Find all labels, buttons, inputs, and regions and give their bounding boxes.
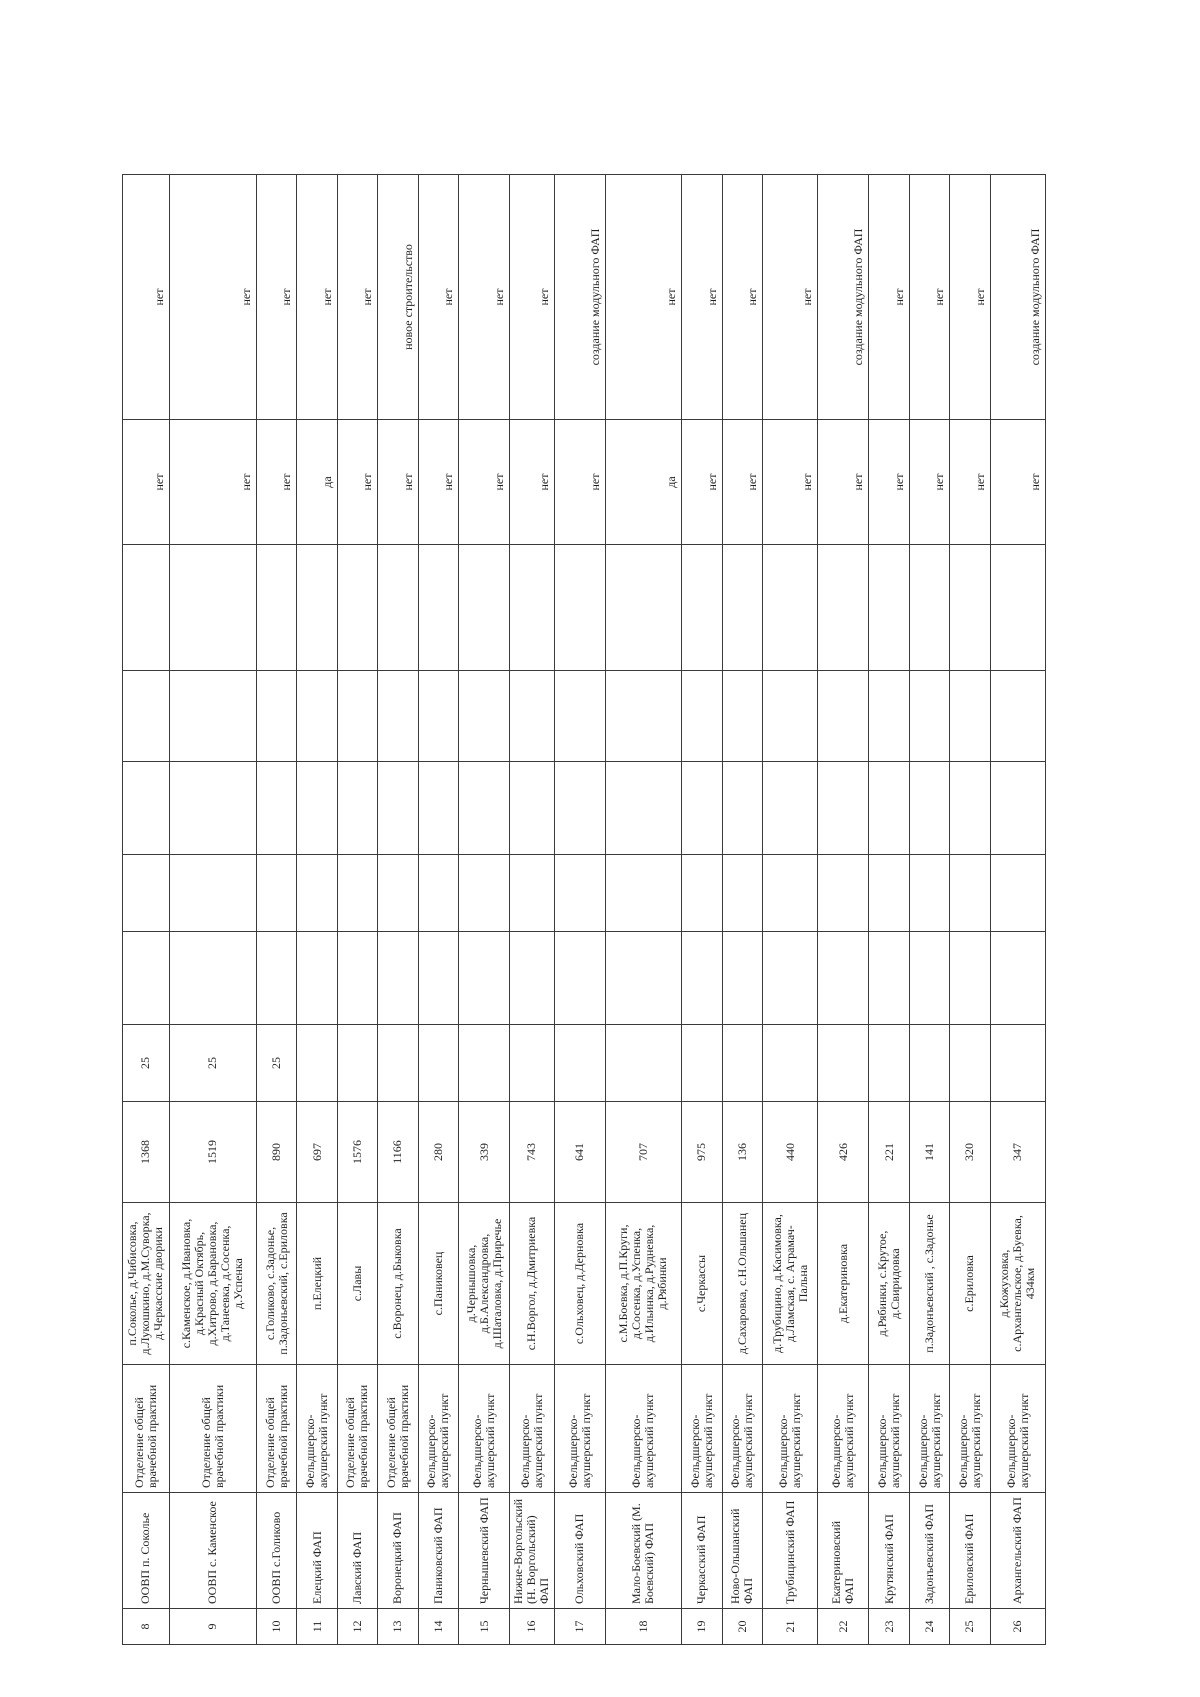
unit-type: Отделение общей врачебной практики bbox=[169, 1365, 256, 1493]
empty-cell bbox=[605, 762, 682, 855]
modernization-plan: создание модульного ФАП bbox=[990, 175, 1045, 420]
empty-cell bbox=[337, 855, 377, 932]
modernization-plan: нет bbox=[869, 175, 909, 420]
row-number: 26 bbox=[990, 1609, 1045, 1645]
status-flag: нет bbox=[378, 420, 418, 545]
beds-count bbox=[682, 1025, 722, 1102]
facility-name: Елецкий ФАП bbox=[297, 1493, 337, 1609]
empty-cell bbox=[510, 932, 555, 1025]
empty-cell bbox=[123, 545, 170, 671]
table-body bbox=[123, 175, 1046, 1645]
population-count: 347 bbox=[990, 1102, 1045, 1203]
row-number: 21 bbox=[763, 1609, 818, 1645]
table-row bbox=[722, 175, 762, 1645]
empty-cell bbox=[869, 855, 909, 932]
facility-name: Воронецкий ФАП bbox=[378, 1493, 418, 1609]
empty-cell bbox=[763, 932, 818, 1025]
beds-count bbox=[869, 1025, 909, 1102]
beds-count bbox=[378, 1025, 418, 1102]
facility-name: Ольховский ФАП bbox=[554, 1493, 605, 1609]
table-row bbox=[990, 175, 1045, 1645]
served-settlements: д.Чернышовка, д.Б.Александровка, д.Шаталовка, д.Приречье bbox=[459, 1203, 510, 1365]
empty-cell bbox=[378, 762, 418, 855]
empty-cell bbox=[818, 545, 869, 671]
unit-type: Фельдшерско-акушерский пункт bbox=[950, 1365, 990, 1493]
beds-count: 25 bbox=[123, 1025, 170, 1102]
empty-cell bbox=[818, 855, 869, 932]
unit-type: Фельдшерско-акушерский пункт bbox=[909, 1365, 949, 1493]
empty-cell bbox=[909, 545, 949, 671]
served-settlements: п.Задонъевский , с.Задонье bbox=[909, 1203, 949, 1365]
facility-name: Крутянский ФАП bbox=[869, 1493, 909, 1609]
served-settlements: д.Сахаровка, с.Н.Ольшанец bbox=[722, 1203, 762, 1365]
status-flag: нет bbox=[763, 420, 818, 545]
population-count: 890 bbox=[256, 1102, 296, 1203]
served-settlements: п.Елецкий bbox=[297, 1203, 337, 1365]
row-number: 23 bbox=[869, 1609, 909, 1645]
beds-count bbox=[459, 1025, 510, 1102]
unit-type: Отделение общей врачебной практики bbox=[123, 1365, 170, 1493]
facilities-table bbox=[122, 174, 1046, 1645]
status-flag: нет bbox=[123, 420, 170, 545]
empty-cell bbox=[418, 855, 458, 932]
row-number: 11 bbox=[297, 1609, 337, 1645]
population-count: 1519 bbox=[169, 1102, 256, 1203]
row-number: 22 bbox=[818, 1609, 869, 1645]
table-row bbox=[256, 175, 296, 1645]
facility-name: Чернышевский ФАП bbox=[459, 1493, 510, 1609]
facility-name: Нижне-Воргольский (Н. Воргольский) ФАП bbox=[510, 1493, 555, 1609]
empty-cell bbox=[869, 932, 909, 1025]
modernization-plan: нет bbox=[909, 175, 949, 420]
modernization-plan: нет bbox=[605, 175, 682, 420]
unit-type: Фельдшерско-акушерский пункт bbox=[990, 1365, 1045, 1493]
unit-type: Фельдшерско-акушерский пункт bbox=[418, 1365, 458, 1493]
empty-cell bbox=[169, 671, 256, 762]
row-number: 13 bbox=[378, 1609, 418, 1645]
empty-cell bbox=[123, 671, 170, 762]
beds-count bbox=[990, 1025, 1045, 1102]
empty-cell bbox=[459, 762, 510, 855]
facility-name: Паниковский ФАП bbox=[418, 1493, 458, 1609]
population-count: 1368 bbox=[123, 1102, 170, 1203]
empty-cell bbox=[818, 932, 869, 1025]
empty-cell bbox=[605, 932, 682, 1025]
row-number: 20 bbox=[722, 1609, 762, 1645]
empty-cell bbox=[722, 762, 762, 855]
unit-type: Фельдшерско-акушерский пункт bbox=[818, 1365, 869, 1493]
empty-cell bbox=[297, 671, 337, 762]
row-number: 15 bbox=[459, 1609, 510, 1645]
table-row bbox=[459, 175, 510, 1645]
served-settlements: с.Ольховец, д.Дерновка bbox=[554, 1203, 605, 1365]
empty-cell bbox=[990, 671, 1045, 762]
table-row bbox=[869, 175, 909, 1645]
facility-name: Черкасский ФАП bbox=[682, 1493, 722, 1609]
modernization-plan: нет bbox=[337, 175, 377, 420]
modernization-plan: нет bbox=[459, 175, 510, 420]
empty-cell bbox=[950, 932, 990, 1025]
population-count: 136 bbox=[722, 1102, 762, 1203]
population-count: 339 bbox=[459, 1102, 510, 1203]
empty-cell bbox=[869, 545, 909, 671]
empty-cell bbox=[682, 545, 722, 671]
empty-cell bbox=[763, 671, 818, 762]
empty-cell bbox=[554, 671, 605, 762]
table-row bbox=[909, 175, 949, 1645]
empty-cell bbox=[510, 671, 555, 762]
row-number: 25 bbox=[950, 1609, 990, 1645]
unit-type: Отделение общей врачебной практики bbox=[378, 1365, 418, 1493]
beds-count bbox=[337, 1025, 377, 1102]
empty-cell bbox=[256, 671, 296, 762]
served-settlements: с.Воронец, д.Быковка bbox=[378, 1203, 418, 1365]
beds-count bbox=[909, 1025, 949, 1102]
beds-count: 25 bbox=[256, 1025, 296, 1102]
unit-type: Фельдшерско-акушерский пункт bbox=[459, 1365, 510, 1493]
served-settlements: с.Черкассы bbox=[682, 1203, 722, 1365]
empty-cell bbox=[256, 545, 296, 671]
population-count: 280 bbox=[418, 1102, 458, 1203]
row-number: 14 bbox=[418, 1609, 458, 1645]
table-row bbox=[510, 175, 555, 1645]
status-flag: нет bbox=[869, 420, 909, 545]
empty-cell bbox=[459, 855, 510, 932]
row-number: 10 bbox=[256, 1609, 296, 1645]
served-settlements: с.Голиково, с.Задонье, п.Задоньевский, с.Ериловка bbox=[256, 1203, 296, 1365]
empty-cell bbox=[682, 671, 722, 762]
empty-cell bbox=[554, 855, 605, 932]
modernization-plan: нет bbox=[418, 175, 458, 420]
served-settlements: с.Н.Воргол, д.Дмитриевка bbox=[510, 1203, 555, 1365]
empty-cell bbox=[169, 855, 256, 932]
status-flag: нет bbox=[554, 420, 605, 545]
modernization-plan: нет bbox=[123, 175, 170, 420]
table-row bbox=[818, 175, 869, 1645]
table-row bbox=[418, 175, 458, 1645]
facility-name: Задонъевский ФАП bbox=[909, 1493, 949, 1609]
empty-cell bbox=[605, 855, 682, 932]
beds-count bbox=[722, 1025, 762, 1102]
status-flag: нет bbox=[909, 420, 949, 545]
unit-type: Фельдшерско-акушерский пункт bbox=[763, 1365, 818, 1493]
served-settlements: п.Соколье, д.Чибисовка, д.Лукошкино, д.М.Суворка, д.Черкасские дворики bbox=[123, 1203, 170, 1365]
empty-cell bbox=[554, 762, 605, 855]
modernization-plan: нет bbox=[722, 175, 762, 420]
empty-cell bbox=[990, 855, 1045, 932]
table-row bbox=[763, 175, 818, 1645]
empty-cell bbox=[297, 932, 337, 1025]
empty-cell bbox=[950, 545, 990, 671]
empty-cell bbox=[950, 762, 990, 855]
empty-cell bbox=[337, 671, 377, 762]
empty-cell bbox=[990, 932, 1045, 1025]
served-settlements: с.Паниковец bbox=[418, 1203, 458, 1365]
population-count: 1166 bbox=[378, 1102, 418, 1203]
empty-cell bbox=[418, 932, 458, 1025]
empty-cell bbox=[554, 932, 605, 1025]
empty-cell bbox=[378, 545, 418, 671]
status-flag: нет bbox=[169, 420, 256, 545]
empty-cell bbox=[722, 545, 762, 671]
table-row bbox=[297, 175, 337, 1645]
row-number: 8 bbox=[123, 1609, 170, 1645]
empty-cell bbox=[990, 762, 1045, 855]
modernization-plan: нет bbox=[682, 175, 722, 420]
population-count: 221 bbox=[869, 1102, 909, 1203]
empty-cell bbox=[337, 932, 377, 1025]
empty-cell bbox=[722, 855, 762, 932]
empty-cell bbox=[869, 762, 909, 855]
status-flag: нет bbox=[990, 420, 1045, 545]
empty-cell bbox=[763, 855, 818, 932]
empty-cell bbox=[909, 855, 949, 932]
table-row bbox=[605, 175, 682, 1645]
unit-type: Фельдшерско-акушерский пункт bbox=[722, 1365, 762, 1493]
empty-cell bbox=[950, 855, 990, 932]
empty-cell bbox=[337, 545, 377, 671]
population-count: 697 bbox=[297, 1102, 337, 1203]
empty-cell bbox=[722, 671, 762, 762]
served-settlements: д.Рябинки, с.Крутое, д.Свиридовка bbox=[869, 1203, 909, 1365]
modernization-plan: нет bbox=[256, 175, 296, 420]
population-count: 743 bbox=[510, 1102, 555, 1203]
served-settlements: д.Кожуховка, с.Архангельское, д.Буевка, 434км bbox=[990, 1203, 1045, 1365]
population-count: 975 bbox=[682, 1102, 722, 1203]
empty-cell bbox=[123, 762, 170, 855]
modernization-plan: нет bbox=[763, 175, 818, 420]
facility-name: Екатериновский ФАП bbox=[818, 1493, 869, 1609]
empty-cell bbox=[605, 671, 682, 762]
served-settlements: с.М.Боевка, д.П.Круги, д.Сосенка, д.Успенка, д.Ильинка, д.Рудневка, д.Рябинки bbox=[605, 1203, 682, 1365]
served-settlements: д.Екатериновка bbox=[818, 1203, 869, 1365]
facility-name: ООВП п. Соколье bbox=[123, 1493, 170, 1609]
empty-cell bbox=[990, 545, 1045, 671]
empty-cell bbox=[682, 855, 722, 932]
population-count: 320 bbox=[950, 1102, 990, 1203]
row-number: 12 bbox=[337, 1609, 377, 1645]
status-flag: нет bbox=[510, 420, 555, 545]
status-flag: нет bbox=[818, 420, 869, 545]
empty-cell bbox=[722, 932, 762, 1025]
beds-count bbox=[418, 1025, 458, 1102]
table-row bbox=[378, 175, 418, 1645]
empty-cell bbox=[682, 932, 722, 1025]
empty-cell bbox=[337, 762, 377, 855]
empty-cell bbox=[378, 671, 418, 762]
empty-cell bbox=[169, 932, 256, 1025]
empty-cell bbox=[297, 855, 337, 932]
served-settlements: с.Ериловка bbox=[950, 1203, 990, 1365]
empty-cell bbox=[297, 762, 337, 855]
empty-cell bbox=[459, 932, 510, 1025]
row-number: 24 bbox=[909, 1609, 949, 1645]
served-settlements: с.Лавы bbox=[337, 1203, 377, 1365]
modernization-plan: нет bbox=[169, 175, 256, 420]
empty-cell bbox=[256, 762, 296, 855]
row-number: 18 bbox=[605, 1609, 682, 1645]
empty-cell bbox=[459, 671, 510, 762]
unit-type: Фельдшерско-акушерский пункт bbox=[554, 1365, 605, 1493]
status-flag: нет bbox=[256, 420, 296, 545]
modernization-plan: нет bbox=[297, 175, 337, 420]
facility-name: Трубицинский ФАП bbox=[763, 1493, 818, 1609]
modernization-plan: создание модульного ФАП bbox=[554, 175, 605, 420]
empty-cell bbox=[950, 671, 990, 762]
beds-count bbox=[605, 1025, 682, 1102]
facility-name: Мало-Боевский (М. Боевский) ФАП bbox=[605, 1493, 682, 1609]
status-flag: нет bbox=[418, 420, 458, 545]
row-number: 9 bbox=[169, 1609, 256, 1645]
status-flag: нет bbox=[722, 420, 762, 545]
empty-cell bbox=[869, 671, 909, 762]
empty-cell bbox=[909, 932, 949, 1025]
beds-count: 25 bbox=[169, 1025, 256, 1102]
status-flag: да bbox=[297, 420, 337, 545]
facility-name: ООВП с.Голиково bbox=[256, 1493, 296, 1609]
empty-cell bbox=[763, 545, 818, 671]
empty-cell bbox=[510, 762, 555, 855]
rotated-table-sheet bbox=[122, 175, 1046, 1645]
beds-count bbox=[950, 1025, 990, 1102]
beds-count bbox=[818, 1025, 869, 1102]
table-row bbox=[169, 175, 256, 1645]
empty-cell bbox=[378, 855, 418, 932]
population-count: 1576 bbox=[337, 1102, 377, 1203]
unit-type: Фельдшерско-акушерский пункт bbox=[605, 1365, 682, 1493]
facility-name: ООВП с. Каменское bbox=[169, 1493, 256, 1609]
empty-cell bbox=[123, 932, 170, 1025]
modernization-plan: создание модульного ФАП bbox=[818, 175, 869, 420]
table-row bbox=[337, 175, 377, 1645]
empty-cell bbox=[605, 545, 682, 671]
empty-cell bbox=[123, 855, 170, 932]
beds-count bbox=[554, 1025, 605, 1102]
status-flag: нет bbox=[950, 420, 990, 545]
table-row bbox=[950, 175, 990, 1645]
row-number: 19 bbox=[682, 1609, 722, 1645]
population-count: 707 bbox=[605, 1102, 682, 1203]
empty-cell bbox=[510, 545, 555, 671]
empty-cell bbox=[169, 762, 256, 855]
served-settlements: с.Каменское, д.Ивановка, д.Красный Октябрь, д.Хитрово, д.Барановка, д.Танеевка, д.Сосенка, д.Успенка bbox=[169, 1203, 256, 1365]
unit-type: Отделение общей врачебной практики bbox=[256, 1365, 296, 1493]
modernization-plan: нет bbox=[950, 175, 990, 420]
empty-cell bbox=[256, 932, 296, 1025]
beds-count bbox=[297, 1025, 337, 1102]
status-flag: да bbox=[605, 420, 682, 545]
facility-name: Лавский ФАП bbox=[337, 1493, 377, 1609]
status-flag: нет bbox=[682, 420, 722, 545]
row-number: 17 bbox=[554, 1609, 605, 1645]
empty-cell bbox=[378, 932, 418, 1025]
unit-type: Отделение общей врачебной практики bbox=[337, 1365, 377, 1493]
beds-count bbox=[763, 1025, 818, 1102]
table-row bbox=[554, 175, 605, 1645]
empty-cell bbox=[256, 855, 296, 932]
modernization-plan: нет bbox=[510, 175, 555, 420]
empty-cell bbox=[909, 762, 949, 855]
status-flag: нет bbox=[459, 420, 510, 545]
unit-type: Фельдшерско-акушерский пункт bbox=[297, 1365, 337, 1493]
empty-cell bbox=[554, 545, 605, 671]
table-row bbox=[682, 175, 722, 1645]
empty-cell bbox=[682, 762, 722, 855]
empty-cell bbox=[297, 545, 337, 671]
facility-name: Архангельский ФАП bbox=[990, 1493, 1045, 1609]
facility-name: Ериловский ФАП bbox=[950, 1493, 990, 1609]
facility-name: Ново-Ольшанский ФАП bbox=[722, 1493, 762, 1609]
status-flag: нет bbox=[337, 420, 377, 545]
unit-type: Фельдшерско-акушерский пункт bbox=[510, 1365, 555, 1493]
unit-type: Фельдшерско-акушерский пункт bbox=[682, 1365, 722, 1493]
empty-cell bbox=[909, 671, 949, 762]
beds-count bbox=[510, 1025, 555, 1102]
empty-cell bbox=[418, 671, 458, 762]
modernization-plan: новое строительство bbox=[378, 175, 418, 420]
row-number: 16 bbox=[510, 1609, 555, 1645]
empty-cell bbox=[818, 671, 869, 762]
population-count: 440 bbox=[763, 1102, 818, 1203]
empty-cell bbox=[459, 545, 510, 671]
empty-cell bbox=[418, 762, 458, 855]
unit-type: Фельдшерско-акушерский пункт bbox=[869, 1365, 909, 1493]
empty-cell bbox=[510, 855, 555, 932]
table-row bbox=[123, 175, 170, 1645]
empty-cell bbox=[169, 545, 256, 671]
empty-cell bbox=[763, 762, 818, 855]
population-count: 141 bbox=[909, 1102, 949, 1203]
population-count: 426 bbox=[818, 1102, 869, 1203]
population-count: 641 bbox=[554, 1102, 605, 1203]
served-settlements: д.Трубицино, д.Касимовка, д.Ламская, с. Аграмач-Пальна bbox=[763, 1203, 818, 1365]
empty-cell bbox=[418, 545, 458, 671]
empty-cell bbox=[818, 762, 869, 855]
